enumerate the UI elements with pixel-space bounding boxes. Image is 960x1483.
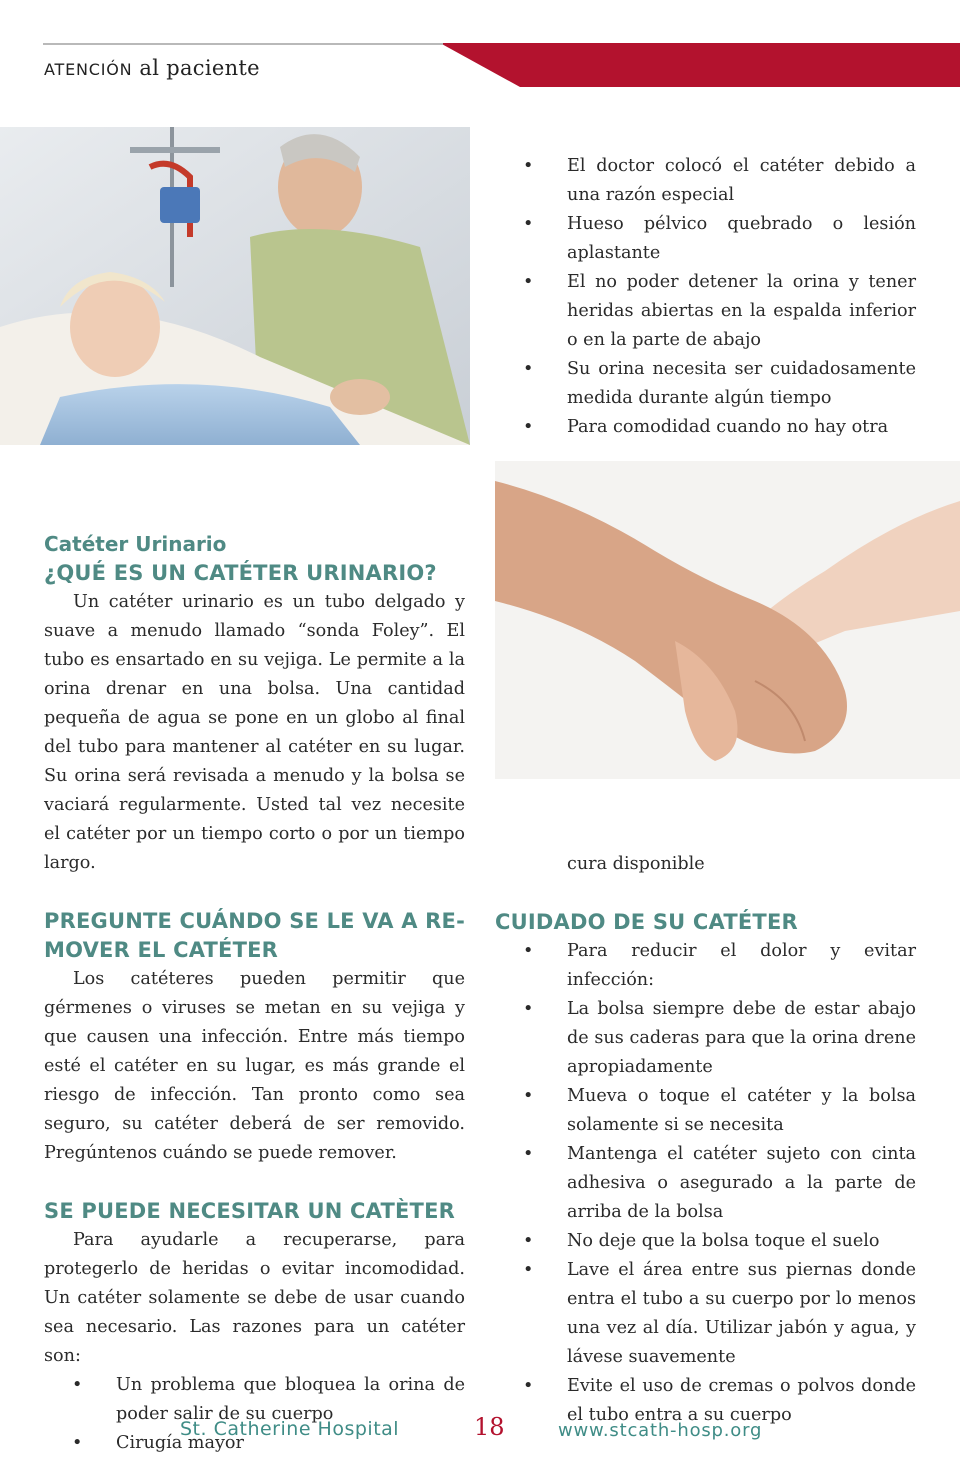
- list-item: • Para reducir el dolor y evitar infección:: [495, 937, 916, 995]
- list-item: • Su orina necesita ser cuidadosamente medida durante algún tiempo: [495, 355, 916, 413]
- list-item: • Evite el uso de cremas o polvos donde el tubo entra a su cuerpo: [495, 1372, 916, 1430]
- list-item: • Lave el área entre sus piernas donde entra el tubo a su cuerpo por lo menos una vez al día. Utilizar jabón y agua, y lávese suavemente: [495, 1256, 916, 1372]
- list-item: • Para comodidad cuando no hay otra: [495, 413, 916, 442]
- reasons-list-continued: [495, 152, 916, 442]
- list-item: • El no poder detener la orina y tener heridas abiertas en la espalda inferior o en la parte de abajo: [495, 268, 916, 355]
- list-continuation: cura disponible: [567, 854, 705, 874]
- right-column-top: [495, 152, 916, 442]
- footer-hospital-name: St. Catherine Hospital: [180, 1418, 400, 1440]
- list-item: • La bolsa siempre debe de estar abajo de sus caderas para que la orina drene apropiadamente: [495, 995, 916, 1082]
- reasons-list: [44, 1371, 465, 1458]
- list-item: • El doctor colocó el catéter debido a una razón especial: [495, 152, 916, 210]
- header-title-rest: al paciente: [139, 56, 260, 80]
- paragraph-may-need: Para ayudarle a recuperarse, para protegerlo de heridas o evitar incomodidad. Un catéter solamente se debe de usar cuando sea necesario. Las razones para un catéter son:: [44, 1230, 465, 1366]
- heading-line: MOVER EL CATÉTER: [44, 938, 279, 962]
- heading-line: PREGUNTE CUÁNDO SE LE VA A RE-: [44, 909, 465, 933]
- page-number: 18: [474, 1413, 505, 1441]
- section-heading-may-need: SE PUEDE NECESITAR UN CATÈTER: [44, 1199, 455, 1223]
- header-title-caps: ATENCIÓN: [44, 60, 133, 79]
- list-item: • Mantenga el catéter sujeto con cinta adhesiva o asegurado a la parte de arriba de la bolsa: [495, 1140, 916, 1227]
- list-item: • Hueso pélvico quebrado o lesión aplastante: [495, 210, 916, 268]
- section-heading-what-is: ¿QUÉ ES UN CATÉTER URINARIO?: [44, 561, 437, 585]
- section-heading-care: CUIDADO DE SU CATÉTER: [495, 910, 798, 934]
- left-column: [44, 530, 465, 1458]
- holding-hands-photo: [495, 461, 960, 779]
- care-list: [495, 937, 916, 1430]
- list-item: • Cirugía mayor: [44, 1429, 465, 1458]
- list-item: • Un problema que bloquea la orina de poder salir de su cuerpo: [44, 1371, 465, 1429]
- subtitle: Catéter Urinario: [44, 532, 227, 556]
- footer-website-link[interactable]: www.stcath-hosp.org: [558, 1420, 763, 1441]
- header-title: [44, 56, 260, 80]
- list-item: • No deje que la bolsa toque el suelo: [495, 1227, 916, 1256]
- nurse-and-patient-photo: [0, 127, 470, 445]
- right-column-bottom: [495, 850, 916, 1430]
- section-heading-ask-removal: [44, 907, 465, 965]
- paragraph-what-is: Un catéter urinario es un tubo delgado y suave a menudo llamado “sonda Foley”. El tubo es ensartado en su vejiga. Le permite a la orina drenar en una bolsa. Una cantidad pequeña de agua se pone en un globo al final del tubo para mantener al catéter en su lugar. Su orina será revisada a menudo y la bolsa se vaciará regularmente. Usted tal vez necesite el catéter por un tiempo corto o por un tiempo largo.: [44, 592, 465, 873]
- header-rule: [43, 43, 443, 45]
- list-item: • Mueva o toque el catéter y la bolsa solamente si se necesita: [495, 1082, 916, 1140]
- paragraph-ask-removal: Los catéteres pueden permitir que gérmenes o viruses se metan en su vejiga y que causen una infección. Entre más tiempo esté el catéter en su lugar, es más grande el riesgo de infección. Tan pronto como sea seguro, su catéter deberá de ser removido. Pregúntenos cuándo se puede remover.: [44, 969, 465, 1163]
